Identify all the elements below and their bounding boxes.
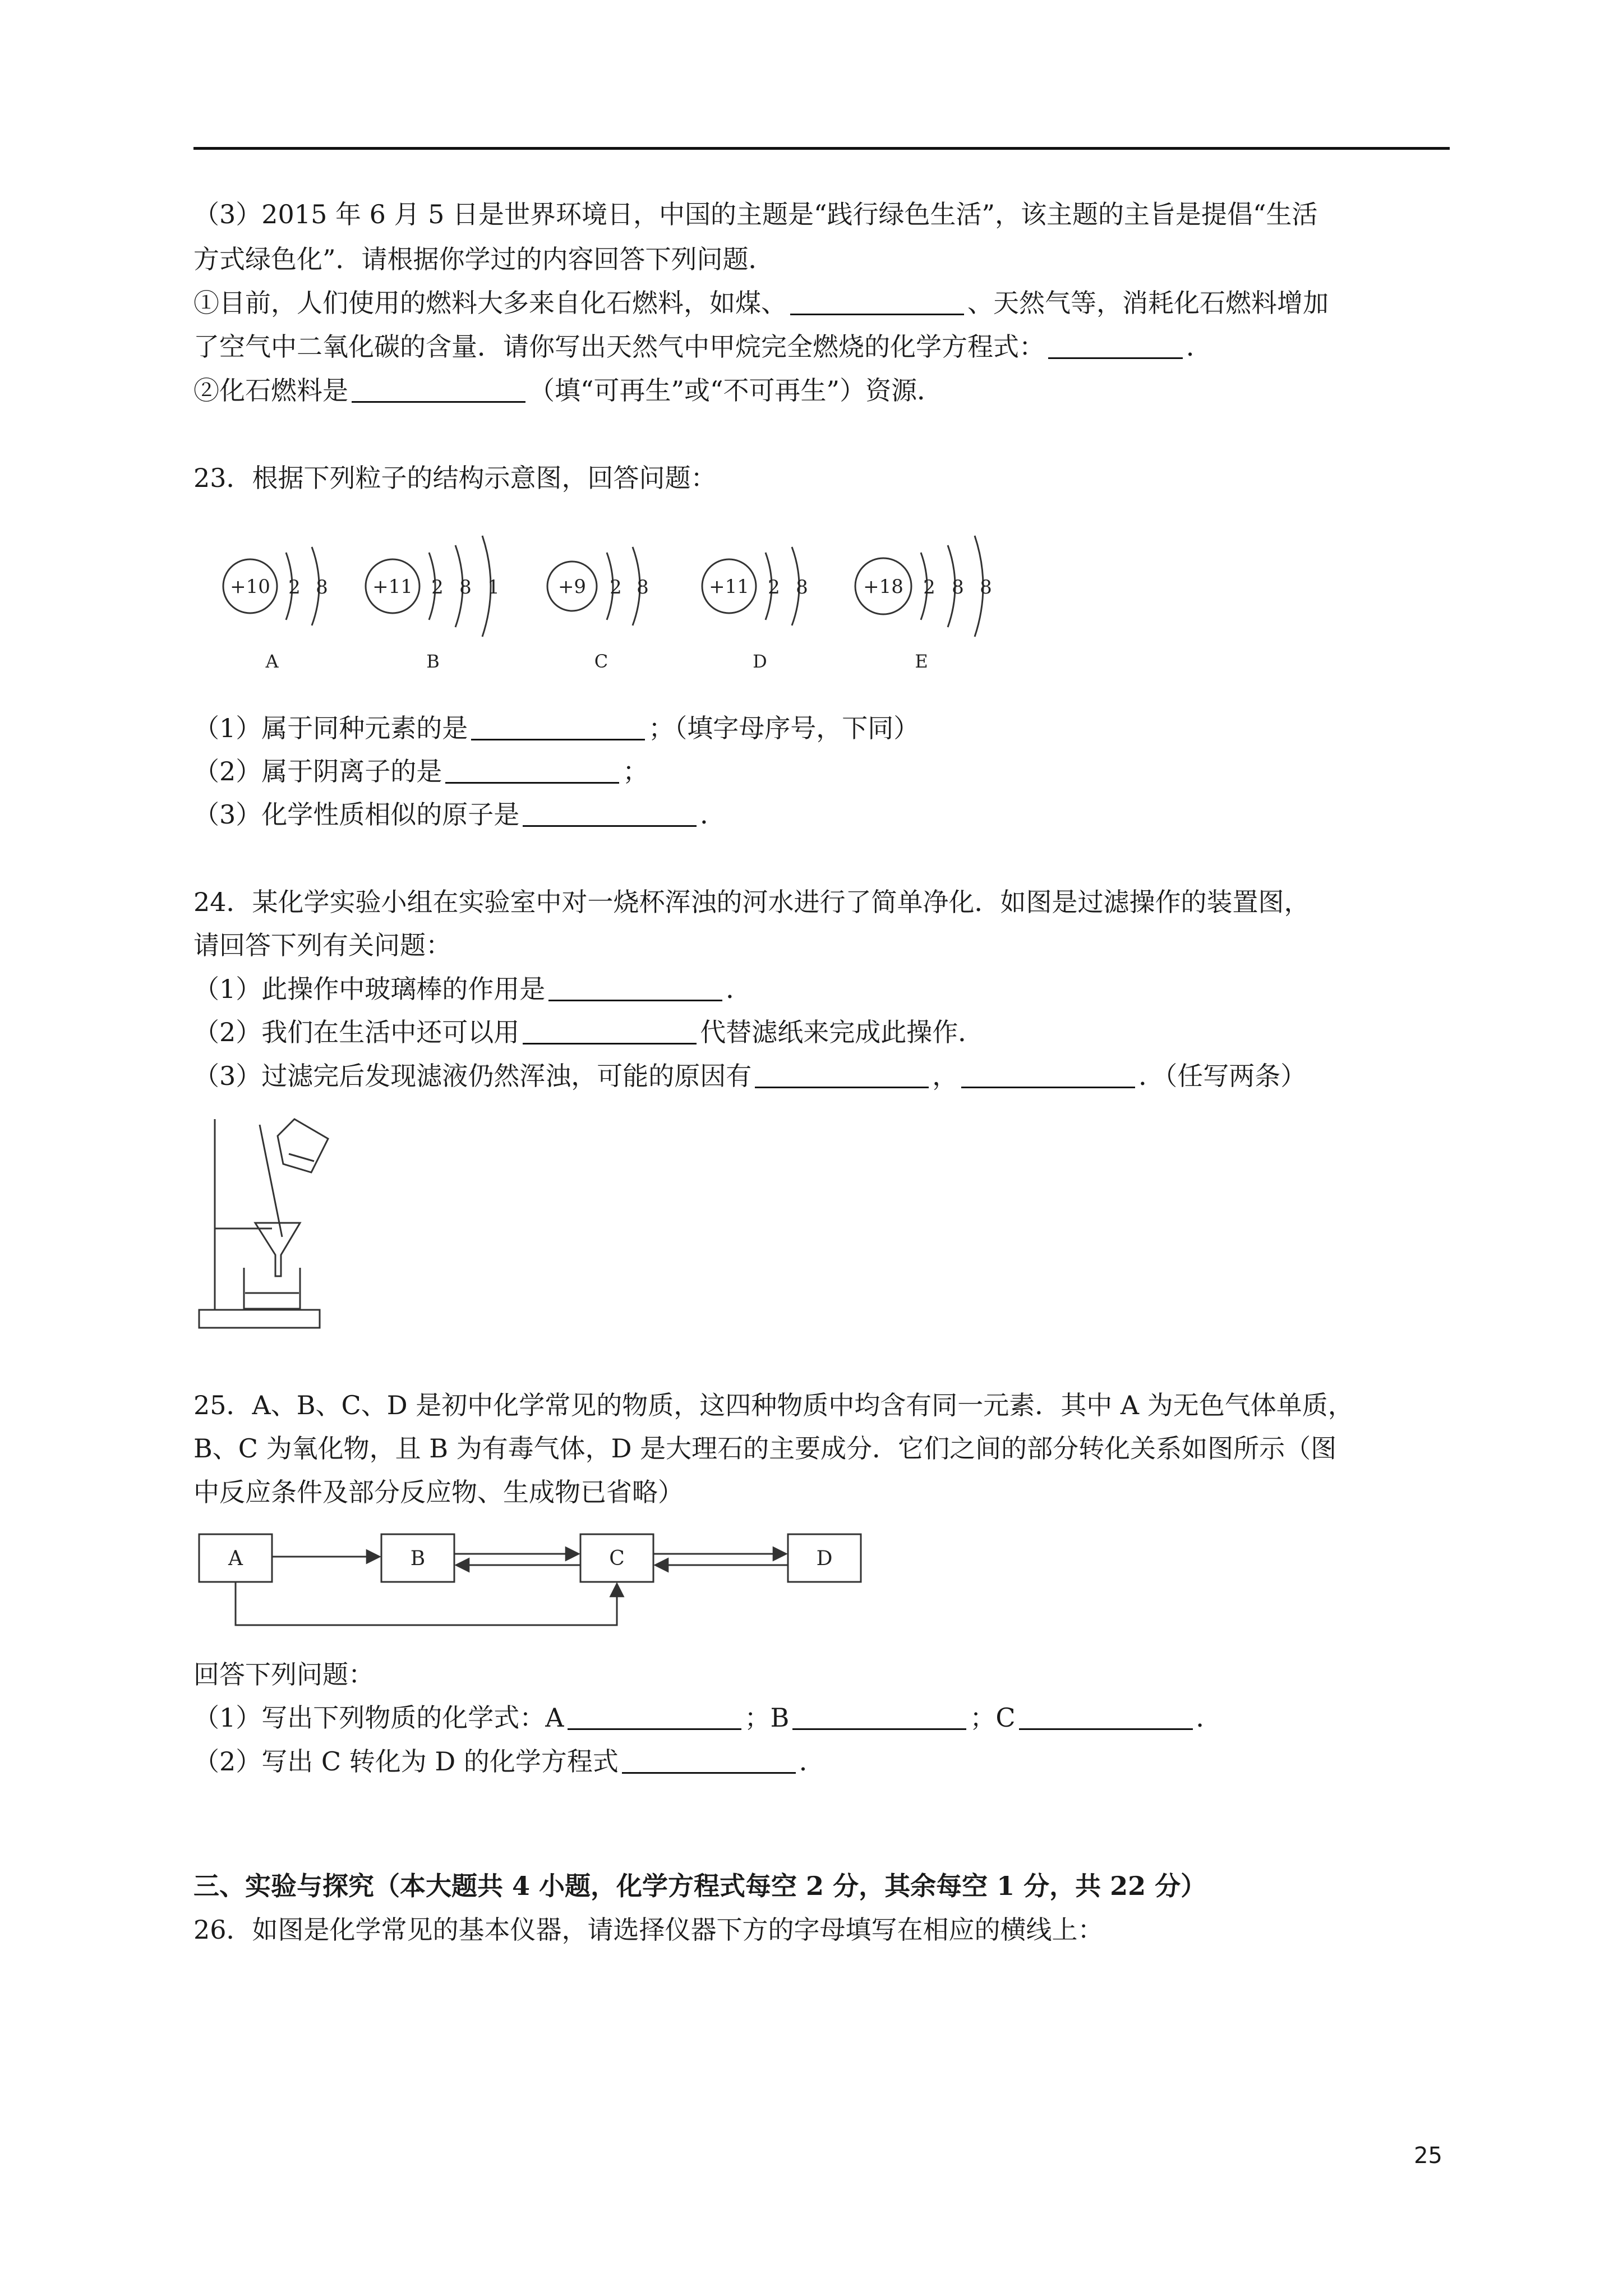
particle-E (855, 536, 992, 672)
text: ． (726, 974, 752, 1004)
shell-electrons: 8 (796, 576, 808, 599)
shell-electrons: 8 (980, 576, 992, 599)
q24-part1 (193, 972, 751, 1006)
pouring-beaker (278, 1119, 328, 1172)
particle-label: E (915, 651, 928, 672)
box-label: D (816, 1547, 833, 1570)
shell-electrons: 8 (637, 576, 649, 599)
answer-blank[interactable] (471, 714, 645, 740)
particle-B (366, 536, 500, 672)
text: ；B (744, 1703, 790, 1733)
section3-title: 三、实验与探究（本大题共 4 小题，化学方程式每空 2 分，其余每空 1 分，共 22 分） (193, 1871, 1207, 1901)
text: 、天然气等，消耗化石燃料增加 (967, 288, 1329, 318)
q25-part1 (193, 1701, 1222, 1734)
particle-label: C (594, 651, 608, 672)
q25-part2 (193, 1745, 825, 1778)
nucleus-charge: +10 (230, 576, 270, 598)
answer-blank[interactable] (523, 1018, 697, 1045)
nucleus-charge: +11 (709, 576, 749, 598)
receiving-beaker (244, 1268, 300, 1309)
q25-line2: B、C 为氧化物，且 B 为有毒气体，D 是大理石的主要成分．它们之间的部分转化关系如图所示（图 (193, 1433, 1337, 1464)
funnel (255, 1223, 300, 1276)
text: （2）我们在生活中还可以用 (193, 1017, 520, 1047)
text: （1）属于同种元素的是 (193, 713, 468, 743)
text: 代替滤纸来完成此操作． (700, 1017, 984, 1047)
text: （1）写出下列物质的化学式：A (193, 1703, 564, 1733)
particle-D (702, 547, 808, 672)
text: （2）写出 C 转化为 D 的化学方程式 (193, 1746, 619, 1777)
text: ②化石燃料是 (193, 375, 348, 406)
q23-title: 23．根据下列粒子的结构示意图，回答问题： (193, 463, 717, 493)
particle-A (223, 547, 328, 672)
q24-line1: 24．某化学实验小组在实验室中对一烧杯浑浊的河水进行了简单净化．如图是过滤操作的装置图， (193, 887, 1310, 917)
text: （3）过滤完后发现滤液仍然浑浊，可能的原因有 (193, 1061, 752, 1091)
q24-line2: 请回答下列有关问题： (193, 930, 451, 960)
nucleus-charge: +9 (557, 576, 587, 598)
q23-part1 (193, 711, 919, 745)
nucleus-charge: +11 (372, 576, 413, 598)
answer-blank[interactable] (622, 1747, 796, 1774)
answer-blank[interactable] (792, 1704, 966, 1730)
particle-label: A (265, 651, 279, 672)
shell-electrons: 8 (316, 576, 328, 599)
answer-blank[interactable] (352, 376, 525, 403)
stand-base (199, 1310, 320, 1328)
text: ． (1196, 1703, 1222, 1733)
box-label: B (410, 1547, 426, 1570)
shell-electrons: 1 (487, 576, 500, 599)
arrow-A-to-C (236, 1582, 617, 1625)
box-label: A (228, 1547, 243, 1570)
text: ； (623, 756, 649, 786)
text: （填“可再生”或“不可再生”）资源． (529, 375, 943, 406)
filtration-apparatus-figure (193, 1108, 339, 1343)
q22-part3-line3 (193, 286, 1329, 320)
q24-part3 (193, 1059, 1306, 1093)
page-number: 25 (1414, 2143, 1442, 2169)
q23-part3 (193, 798, 726, 831)
text: ；C (970, 1703, 1016, 1733)
shell-electrons: 2 (768, 576, 780, 599)
q25-line4: 回答下列问题： (193, 1659, 374, 1690)
text: ． (1186, 332, 1212, 362)
q22-part3-line1: （3）2015 年 6 月 5 日是世界环境日，中国的主题是“践行绿色生活”，该主题的主旨是提倡“生活 (193, 199, 1318, 229)
q22-part3-line5 (193, 374, 943, 407)
text: ． (700, 799, 726, 830)
text: ；（填字母序号，下同） (648, 713, 920, 743)
shell-electrons: 2 (431, 576, 444, 599)
text: 了空气中二氧化碳的含量．请你写出天然气中甲烷完全燃烧的化学方程式： (193, 332, 1045, 362)
particle-label: B (426, 651, 440, 672)
conversion-relationship-diagram (193, 1523, 923, 1638)
q22-part3-line4 (193, 330, 1212, 364)
text: （1）此操作中玻璃棒的作用是 (193, 974, 546, 1004)
answer-blank[interactable] (523, 800, 697, 827)
shell-electrons: 8 (952, 576, 964, 599)
answer-blank[interactable] (1048, 333, 1183, 359)
answer-blank[interactable] (961, 1062, 1135, 1088)
answer-blank[interactable] (790, 289, 964, 315)
text: ． (799, 1746, 825, 1777)
text: ， (932, 1061, 958, 1091)
header-rule (193, 147, 1450, 150)
box-label: C (609, 1547, 625, 1570)
text: （3）化学性质相似的原子是 (193, 799, 520, 830)
answer-blank[interactable] (755, 1062, 929, 1088)
q22-part3-line2: 方式绿色化”．请根据你学过的内容回答下列问题． (193, 244, 774, 274)
shell-electrons: 2 (288, 576, 301, 599)
q25-line3: 中反应条件及部分反应物、生成物已省略） (193, 1477, 684, 1507)
answer-blank[interactable] (548, 975, 722, 1001)
q26-text: 26．如图是化学常见的基本仪器，请选择仪器下方的字母填写在相应的横线上： (193, 1915, 1104, 1945)
q24-part2 (193, 1015, 984, 1049)
nucleus-charge: +18 (863, 576, 903, 598)
shell-electrons: 2 (610, 576, 622, 599)
answer-blank[interactable] (445, 757, 619, 784)
atomic-structure-diagrams (202, 499, 1043, 684)
shell-electrons: 8 (459, 576, 472, 599)
text: （2）属于阴离子的是 (193, 756, 442, 786)
text: ．（任写两条） (1138, 1061, 1307, 1091)
particle-label: D (753, 651, 767, 672)
answer-blank[interactable] (1019, 1704, 1193, 1730)
q25-line1: 25．A、B、C、D 是初中化学常见的物质，这四种物质中均含有同一元素．其中 A 为无色气体单质， (193, 1390, 1354, 1420)
shell-electrons: 2 (923, 576, 935, 599)
particle-C (547, 547, 649, 672)
answer-blank[interactable] (568, 1704, 741, 1730)
text: ①目前，人们使用的燃料大多来自化石燃料，如煤、 (193, 288, 787, 318)
q23-part2 (193, 754, 648, 788)
